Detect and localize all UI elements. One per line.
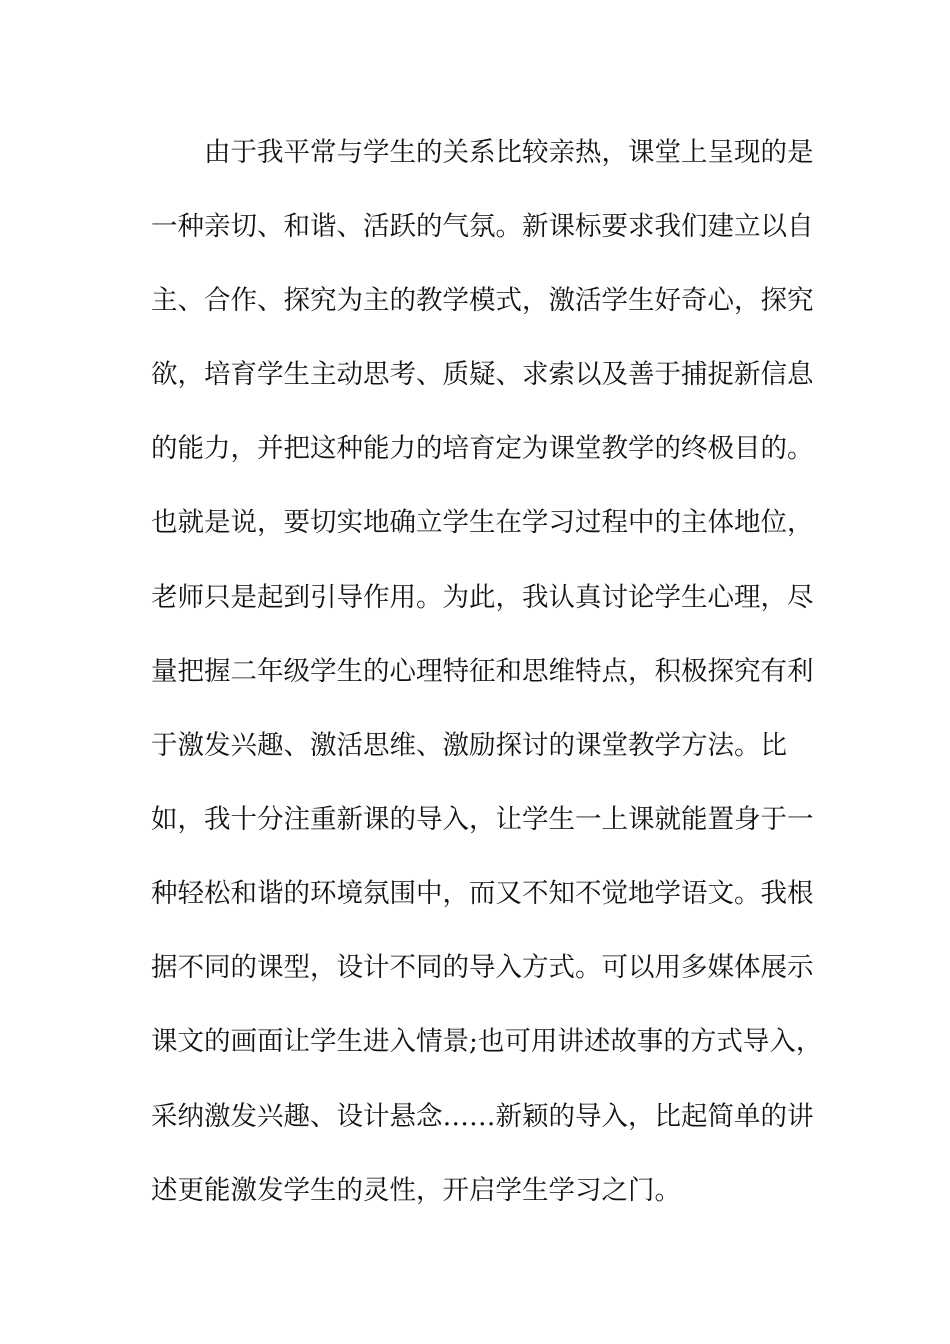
paragraph-line: 也就是说，要切实地确立学生在学习过程中的主体地位， <box>151 507 814 538</box>
paragraph-line: 于激发兴趣、激活思维、激励探讨的课堂教学方法。比 <box>151 730 787 761</box>
paragraph-line: 采纳激发兴趣、设计悬念……新颖的导入，比起简单的讲 <box>151 1101 814 1132</box>
paragraph-line: 量把握二年级学生的心理特征和思维特点，积极探究有利 <box>151 656 814 687</box>
paragraph-line: 一种亲切、和谐、活跃的气氛。新课标要求我们建立以自 <box>151 211 814 242</box>
paragraph-line: 种轻松和谐的环境氛围中，而又不知不觉地学语文。我根 <box>151 878 814 909</box>
paragraph-line: 据不同的课型，设计不同的导入方式。可以用多媒体展示 <box>151 952 814 983</box>
paragraph-line: 述更能激发学生的灵性，开启学生学习之门。 <box>151 1175 681 1206</box>
paragraph-line: 课文的画面让学生进入情景;也可用讲述故事的方式导入， <box>151 1026 823 1057</box>
paragraph-line: 主、合作、探究为主的教学模式，激活学生好奇心，探究 <box>151 285 814 316</box>
paragraph-line: 老师只是起到引导作用。为此，我认真讨论学生心理，尽 <box>151 582 814 613</box>
paragraph-line: 的能力，并把这种能力的培育定为课堂教学的终极目的。 <box>151 433 814 464</box>
paragraph-line: 由于我平常与学生的关系比较亲热，课堂上呈现的是 <box>204 137 814 168</box>
paragraph-line: 欲，培育学生主动思考、质疑、求索以及善于捕捉新信息 <box>151 359 814 390</box>
paragraph-line: 如，我十分注重新课的导入，让学生一上课就能置身于一 <box>151 804 814 835</box>
